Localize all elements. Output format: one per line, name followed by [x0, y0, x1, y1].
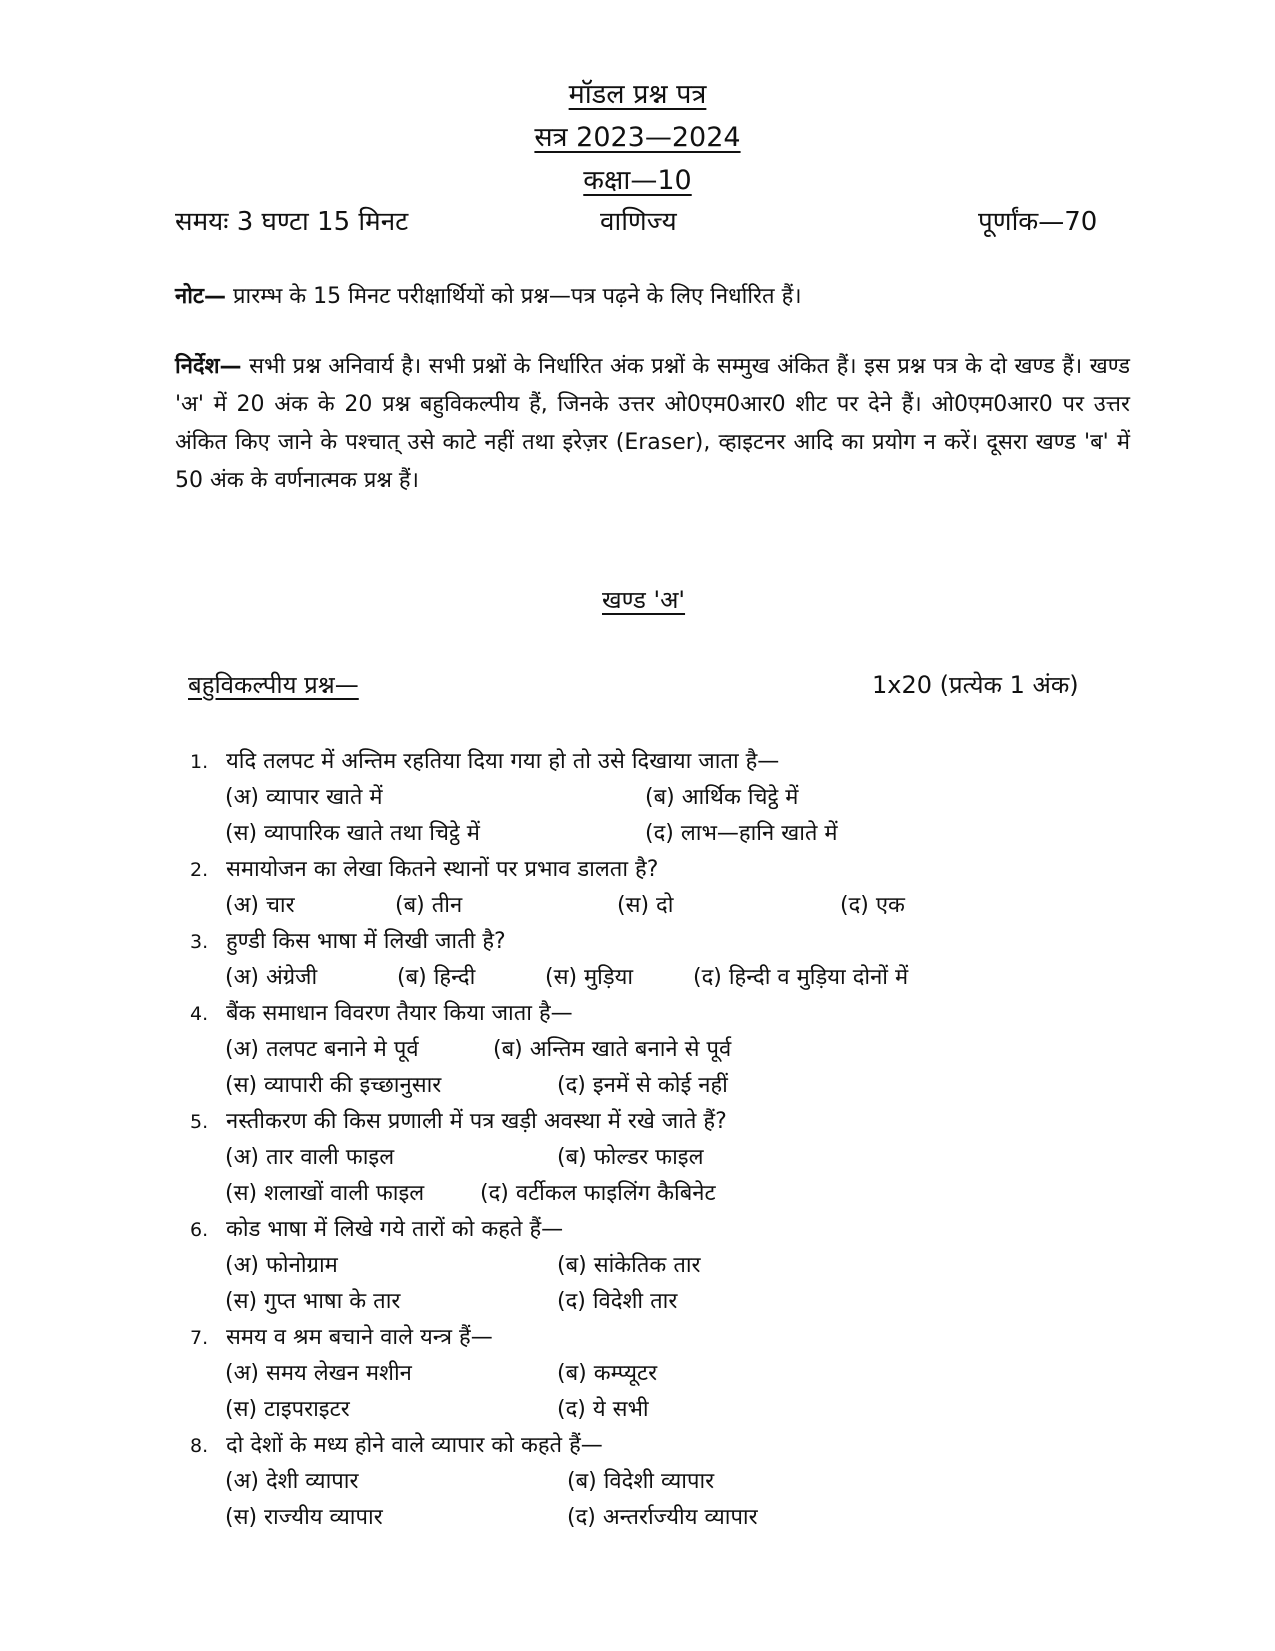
q2-option-c: (स) दो	[617, 893, 674, 918]
q6-option-a: (अ) फोनोग्राम	[225, 1253, 338, 1278]
q3-option-a: (अ) अंग्रेजी	[225, 965, 318, 990]
question-7: 7. समय व श्रम बचाने वाले यन्त्र हैं—	[190, 1325, 493, 1350]
subject-name: वाणिज्य	[600, 207, 677, 237]
q5-option-d: (द) वर्टीकल फाइलिंग कैबिनेट	[480, 1181, 716, 1206]
section-title: खण्ड 'अ'	[602, 586, 686, 614]
q7-option-a: (अ) समय लेखन मशीन	[225, 1361, 412, 1386]
q1-option-c: (स) व्यापारिक खाते तथा चिट्ठे में	[225, 821, 480, 846]
q4-option-b: (ब) अन्तिम खाते बनाने से पूर्व	[493, 1037, 732, 1062]
q7-option-b: (ब) कम्प्यूटर	[557, 1361, 658, 1386]
max-marks: पूर्णांक—70	[978, 207, 1098, 237]
q4-option-c: (स) व्यापारी की इच्छानुसार	[225, 1073, 442, 1098]
q7-option-d: (द) ये सभी	[557, 1397, 649, 1422]
question-6: 6. कोड भाषा में लिखे गये तारों को कहते हैं—	[190, 1217, 564, 1242]
q6-option-d: (द) विदेशी तार	[557, 1289, 678, 1314]
q3-option-b: (ब) हिन्दी	[397, 965, 476, 990]
question-8: 8. दो देशों के मध्य होने वाले व्यापार को कहते हैं—	[190, 1433, 603, 1458]
mcq-heading: बहुविकल्पीय प्रश्न—	[188, 671, 359, 699]
q6-option-c: (स) गुप्त भाषा के तार	[225, 1289, 401, 1314]
q8-option-c: (स) राज्यीय व्यापार	[225, 1505, 383, 1530]
q7-option-c: (स) टाइपराइटर	[225, 1397, 350, 1422]
question-5: 5. नस्तीकरण की किस प्रणाली में पत्र खड़ी अवस्था में रखे जाते हैं?	[190, 1109, 727, 1134]
question-4: 4. बैंक समाधान विवरण तैयार किया जाता है—	[190, 1001, 573, 1026]
instructions-text: सभी प्रश्न अनिवार्य है। सभी प्रश्नों के निर्धारित अंक प्रश्नों के सम्मुख अंकित हैं। इस प्रश्न पत्र के दो खण्ड हैं। खण्ड 'अ' में 20 अंक के 20 प्रश्न बहुविकल्पीय हैं, जिनके उत्तर ओ0एम0आर0 शीट पर देने हैं। ओ0एम0आर0 पर उत्तर अंकित किए जाने के पश्चात् उसे काटे नहीं तथा इरेज़र (Eraser), व्हाइटनर आदि का प्रयोग न करें। दूसरा खण्ड 'ब' में 50 अंक के वर्णनात्मक प्रश्न हैं।	[175, 354, 1131, 493]
q2-option-a: (अ) चार	[225, 893, 295, 918]
question-1: 1. यदि तलपट में अन्तिम रहतिया दिया गया हो तो उसे दिखाया जाता है—	[190, 749, 780, 774]
q2-option-d: (द) एक	[840, 893, 905, 918]
q3-option-d: (द) हिन्दी व मुड़िया दोनों में	[693, 965, 909, 990]
q1-option-b: (ब) आर्थिक चिट्ठे में	[645, 785, 799, 810]
q2-option-b: (ब) तीन	[395, 893, 463, 918]
q3-option-c: (स) मुड़िया	[545, 965, 634, 990]
instructions-paragraph	[175, 348, 1130, 500]
question-3: 3. हुण्डी किस भाषा में लिखी जाती है?	[190, 929, 506, 954]
q6-option-b: (ब) सांकेतिक तार	[557, 1253, 701, 1278]
question-2: 2. समायोजन का लेखा कितने स्थानों पर प्रभाव डालता है?	[190, 857, 659, 882]
note-text: प्रारम्भ के 15 मिनट परीक्षार्थियों को प्रश्न—पत्र पढ़ने के लिए निर्धारित हैं।	[233, 284, 802, 309]
q8-option-d: (द) अन्तर्राज्यीय व्यापार	[567, 1505, 758, 1530]
q8-option-a: (अ) देशी व्यापार	[225, 1469, 359, 1494]
q8-option-b: (ब) विदेशी व्यापार	[567, 1469, 715, 1494]
q5-option-b: (ब) फोल्डर फाइल	[557, 1145, 704, 1170]
q1-option-d: (द) लाभ—हानि खाते में	[645, 821, 838, 846]
mcq-marks: 1x20 (प्रत्येक 1 अंक)	[872, 671, 1079, 699]
session-line: सत्र 2023—2024	[534, 122, 741, 153]
q5-option-c: (स) शलाखों वाली फाइल	[225, 1181, 425, 1206]
q4-option-a: (अ) तलपट बनाने मे पूर्व	[225, 1037, 419, 1062]
note-label: नोट—	[175, 284, 226, 309]
note-paragraph	[175, 278, 1130, 316]
class-line: कक्षा—10	[583, 165, 692, 196]
instructions-label: निर्देश—	[175, 354, 242, 379]
q4-option-d: (द) इनमें से कोई नहीं	[557, 1073, 728, 1098]
q1-option-a: (अ) व्यापार खाते में	[225, 785, 383, 810]
time-allowed: समयः 3 घण्टा 15 मिनट	[175, 207, 409, 237]
paper-title: मॉडल प्रश्न पत्र	[568, 79, 707, 110]
q5-option-a: (अ) तार वाली फाइल	[225, 1145, 395, 1170]
